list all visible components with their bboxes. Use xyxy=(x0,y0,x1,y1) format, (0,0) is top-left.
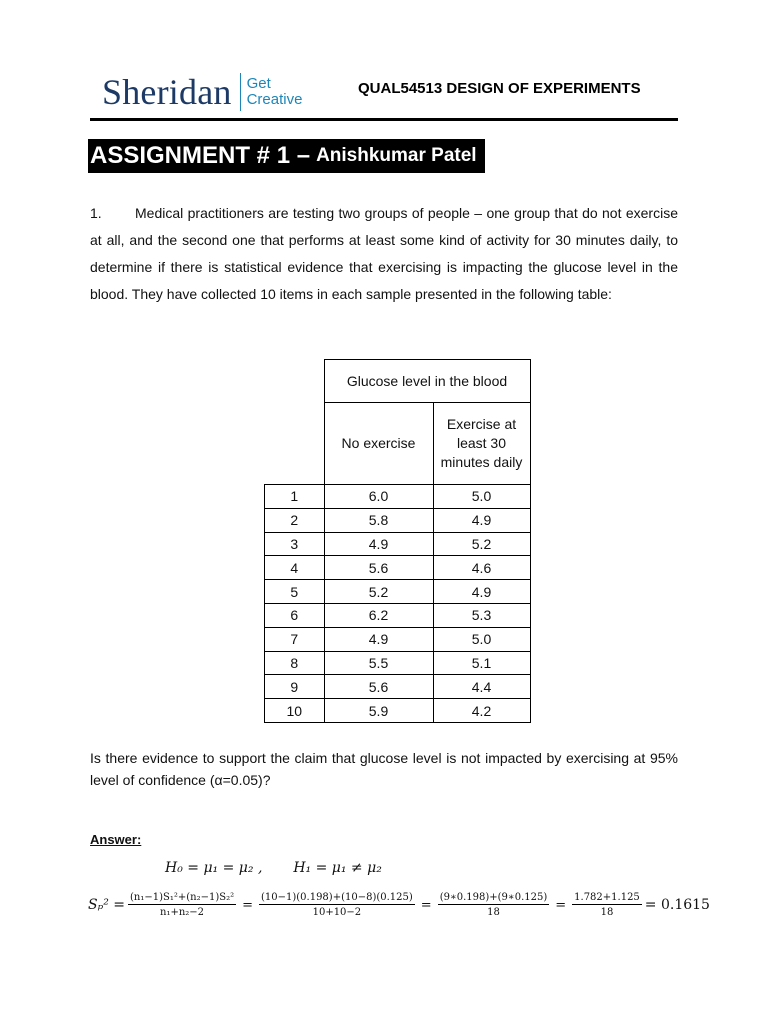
formula-result: = 0.1615 xyxy=(644,897,710,913)
question-number: 1. xyxy=(90,205,102,221)
course-title: QUAL54513 DESIGN OF EXPERIMENTS xyxy=(358,80,641,97)
exercise-cell: 4.6 xyxy=(433,556,530,580)
exercise-cell: 4.9 xyxy=(433,508,530,532)
no-exercise-cell: 4.9 xyxy=(324,627,433,651)
table-row xyxy=(265,508,531,532)
exercise-cell: 5.2 xyxy=(433,532,530,556)
hypotheses xyxy=(165,860,382,876)
logo-tagline: Get Creative xyxy=(246,75,303,108)
no-exercise-cell: 6.0 xyxy=(324,485,433,509)
row-number-cell: 4 xyxy=(265,556,325,580)
exercise-cell: 4.4 xyxy=(433,675,530,699)
no-exercise-cell: 5.8 xyxy=(324,508,433,532)
table-row xyxy=(265,580,531,604)
table-row xyxy=(265,485,531,509)
pooled-variance-symbol: Sₚ² = xyxy=(88,897,125,913)
logo-wordmark: Sheridan xyxy=(102,72,232,112)
logo-divider xyxy=(240,73,241,111)
table-row xyxy=(265,675,531,699)
table-row xyxy=(265,699,531,723)
row-number-cell: 3 xyxy=(265,532,325,556)
assignment-number: ASSIGNMENT # 1 – xyxy=(90,142,311,169)
exercise-cell: 5.0 xyxy=(433,627,530,651)
alternative-hypothesis: H₁ = μ₁ ≠ μ₂ xyxy=(293,860,382,876)
table-body xyxy=(265,485,531,723)
table-col-header-exercise: Exercise at least 30 minutes daily xyxy=(433,403,530,485)
exercise-cell: 4.9 xyxy=(433,580,530,604)
header-divider xyxy=(90,118,678,121)
no-exercise-cell: 5.6 xyxy=(324,556,433,580)
exercise-cell: 5.1 xyxy=(433,651,530,675)
row-number-cell: 10 xyxy=(265,699,325,723)
row-number-cell: 9 xyxy=(265,675,325,699)
row-number-cell: 7 xyxy=(265,627,325,651)
formula-fraction-products: $\frac{(9∗0.198)+(9∗0.125)}{18}$ xyxy=(439,892,548,918)
formula-fraction-sums: $\frac{1.782+1.125}{18}$ xyxy=(574,892,640,918)
no-exercise-cell: 5.2 xyxy=(324,580,433,604)
table-row xyxy=(265,556,531,580)
no-exercise-cell: 5.5 xyxy=(324,651,433,675)
answer-label: Answer: xyxy=(90,832,142,847)
row-number-cell: 5 xyxy=(265,580,325,604)
question-prompt: Is there evidence to support the claim that glucose level is not impacted by exercising at 95% level of confidence (α=0.05)? xyxy=(90,750,678,788)
student-name: Anishkumar Patel xyxy=(316,145,477,166)
row-number-cell: 8 xyxy=(265,651,325,675)
exercise-cell: 5.0 xyxy=(433,485,530,509)
no-exercise-cell: 5.6 xyxy=(324,675,433,699)
table-col-header-no-exercise: No exercise xyxy=(324,403,433,485)
no-exercise-cell: 4.9 xyxy=(324,532,433,556)
row-number-cell: 6 xyxy=(265,603,325,627)
table-row xyxy=(265,603,531,627)
question-1 xyxy=(90,200,678,308)
formula-fraction-general: $\frac{\text{(n₁−1)S₁²+(n₂−1)S₂²}}{\text{n₁+n₂−2}}$ xyxy=(129,892,235,918)
null-hypothesis: H₀ = μ₁ = μ₂ , xyxy=(165,860,263,876)
table-row xyxy=(265,627,531,651)
assignment-title xyxy=(88,139,485,173)
question-1-text: Medical practitioners are testing two groups of people – one group that do not exercise at all, and the second one that performs at least some kind of activity for 30 minutes daily, to determine if there is statistical evidence that exercising is impacting the glucose level in the blood. They have collected 10 items in each sample presented in the following table: xyxy=(90,205,678,302)
no-exercise-cell: 6.2 xyxy=(324,603,433,627)
no-exercise-cell: 5.9 xyxy=(324,699,433,723)
formula-fraction-substituted: $\frac{(10-1)(0.198)+(10-8)(0.125)}{10+10-2}$ xyxy=(261,892,413,918)
row-number-cell: 1 xyxy=(265,485,325,509)
sheridan-logo xyxy=(102,70,302,114)
row-number-cell: 2 xyxy=(265,508,325,532)
table-row xyxy=(265,651,531,675)
glucose-table xyxy=(264,359,531,723)
table-group-header: Glucose level in the blood xyxy=(324,360,530,403)
exercise-cell: 5.3 xyxy=(433,603,530,627)
table-row xyxy=(265,532,531,556)
pooled-variance-formula: Sₚ² = $\frac{\text{(n₁−1)S₁²+(n₂−1)S₂²}}{\text{n₁+n₂−2}}$ = $\frac{(10-1)(0.198)+(10-8)(0.125)}{10+10-2}$ = $\frac{(9∗0.198)+(9∗0.125)}{18}$ = $\frac{1.782+1.125}{18}$ = 0.1615 xyxy=(88,892,710,918)
exercise-cell: 4.2 xyxy=(433,699,530,723)
